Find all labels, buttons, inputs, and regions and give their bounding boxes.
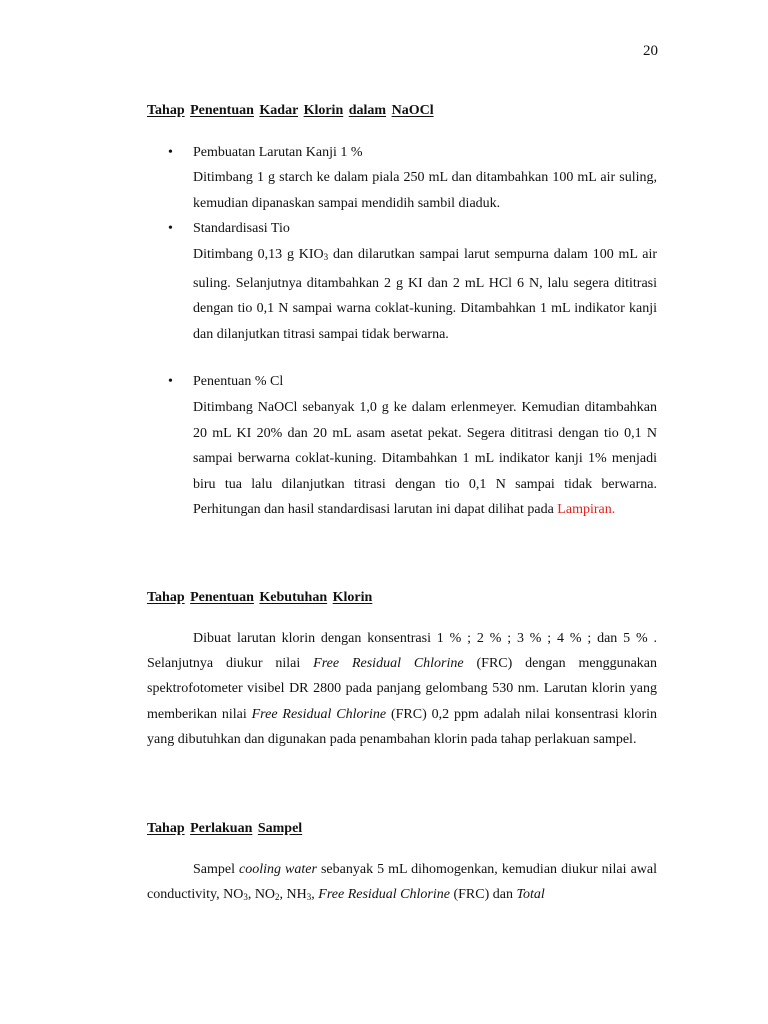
- body-text: Ditimbang NaOCl sebanyak 1,0 g ke dalam erlenmeyer. Kemudian ditambahkan 20 mL KI 20% dan 20 mL asam asetat pekat. Segera dititrasi dengan tio 0,1 N sampai berwarna coklat-kuning. Ditambahkan 1 mL indikator kanji 1% menjadi biru tua lalu dilanjutkan titrasi dengan tio 0,1 N sampai tidak berwarna. Perhitungan dan hasil standardisasi larutan ini dapat dilihat pada: [193, 400, 657, 517]
- body-text: ,: [311, 887, 319, 903]
- italic-term: Total: [516, 887, 545, 903]
- body-text: (FRC) dengan menggunakan spektrofotometer visibel DR 2800 pada panjang gelombang 530 nm. Larutan klorin yang memberikan nilai: [147, 656, 658, 722]
- body-text: Ditimbang 0,13 g KIO: [193, 247, 324, 262]
- subscript: 3: [306, 892, 312, 903]
- heading-word: Tahap: [147, 821, 185, 836]
- heading-word: Penentuan: [190, 103, 254, 118]
- heading-word: Penentuan: [190, 590, 254, 605]
- heading-word: Klorin: [303, 103, 344, 118]
- bullet-item-body: Ditimbang 1 g starch ke dalam piala 250 mL dan ditambahkan 100 mL air suling, kemudian dipanaskan sampai mendidih sambil diaduk.: [193, 170, 657, 211]
- italic-term: Free Residual Chlorine: [313, 656, 464, 672]
- heading-word: Kebutuhan: [259, 590, 328, 605]
- subscript: 3: [243, 892, 248, 903]
- paragraph-perlakuan-sampel: [147, 857, 657, 910]
- heading-word: Perlakuan: [190, 821, 253, 836]
- bullet-item-title: Pembuatan Larutan Kanji 1 %: [193, 145, 363, 160]
- italic-term: Free Residual Chlorine: [251, 706, 387, 722]
- bullet-item-body: [193, 395, 657, 523]
- heading-word: Tahap: [147, 103, 185, 118]
- bullet-item-title: Penentuan % Cl: [193, 374, 284, 389]
- body-text: Sampel: [193, 862, 240, 877]
- italic-term: Free Residual Chlorine: [318, 887, 450, 903]
- heading-word: NaOCl: [391, 103, 434, 118]
- heading-word: Tahap: [147, 590, 185, 605]
- bullet-icon: •: [168, 145, 173, 160]
- bullet-icon: •: [168, 221, 173, 236]
- bullet-icon: •: [168, 374, 173, 389]
- bullet-item-body: [193, 242, 657, 347]
- italic-term: cooling water: [239, 862, 317, 877]
- heading-word: Klorin: [332, 590, 373, 605]
- body-text: , NH: [279, 887, 307, 903]
- body-text: , NO: [247, 887, 276, 903]
- paragraph-kebutuhan-klorin: [147, 626, 657, 752]
- body-text: (FRC) dan: [449, 887, 517, 903]
- body-text: (FRC) 0,2 ppm adalah nilai konsentrasi klorin yang dibutuhkan dan digunakan pada penambahan klorin pada tahap perlakuan sampel.: [147, 706, 658, 747]
- heading-word: Sampel: [257, 821, 303, 836]
- body-text: Dibuat larutan klorin dengan konsentrasi 1 % ; 2 % ; 3 % ; 4 % ; dan 5 % . Selanjutnya diukur nilai: [147, 631, 657, 672]
- body-text: sebanyak 5 mL dihomogenkan, kemudian diukur nilai awal conductivity, NO: [147, 862, 657, 903]
- body-text: dan dilarutkan sampai larut sempurna dalam 100 mL air suling. Selanjutnya ditambahkan 2 g KI dan 2 mL HCl 6 N, lalu segera dititrasi dengan tio 0,1 N sampai warna coklat-kuning. Ditambahkan 1 mL indikator kanji dan dilanjutkan titrasi sampai tidak berwarna.: [193, 247, 657, 342]
- section-heading-kebutuhan-klorin: [147, 590, 372, 606]
- subscript: 2: [275, 892, 280, 903]
- heading-word: Kadar: [259, 103, 299, 118]
- heading-word: dalam: [348, 103, 387, 118]
- bullet-item-title: Standardisasi Tio: [193, 221, 290, 236]
- section-heading-perlakuan-sampel: [147, 821, 302, 837]
- lampiran-link[interactable]: Lampiran.: [557, 502, 616, 517]
- section-heading-kadar-klorin: [147, 103, 434, 119]
- subscript: 3: [323, 252, 329, 262]
- page-number: 20: [643, 43, 658, 59]
